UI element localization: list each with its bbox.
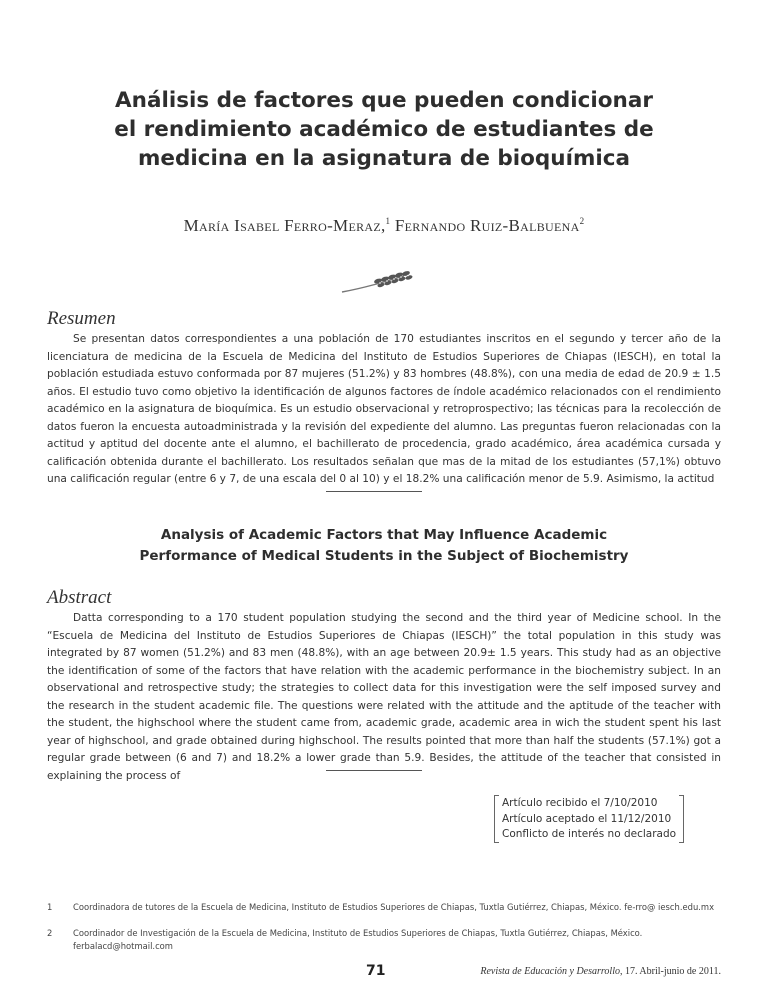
page-number: 71 <box>366 963 386 979</box>
author-name: María Isabel Ferro-Meraz, <box>183 216 386 235</box>
wheat-quill-ornament-icon <box>334 268 434 296</box>
section-divider <box>326 770 422 771</box>
affiliation-mark: 2 <box>579 216 585 226</box>
footnote-text: Coordinadora de tutores de la Escuela de Medicina, Instituto de Estudios Superiores de Chiapas, Tuxtla Gutiérrez, Chiapas, México. fe-rro@ iesch.edu.mx <box>73 902 715 912</box>
footnote <box>47 927 721 953</box>
accepted-date: Artículo aceptado el 11/12/2010 <box>502 812 672 825</box>
resumen-text: Se presentan datos correspondientes a una población de 170 estudiantes inscritos en el segundo y tercer año de la licenciatura de medicina de la Escuela de Medicina del Instituto de Estudios Superiores de Chiapas (IESCH), en total la población estudiada estuvo conformada por 87 mujeres (51.2%) y 83 hombres (48.8%), con una media de edad de 20.9 ± 1.5 años. El estudio tuvo como objetivo la identificación de algunos factores de índole académico relacionados con el rendimiento académico en la asignatura de bioquímica. Es un estudio observacional y retroprospectivo; las técnicas para la recolección de datos fueron la encuesta autoadministrada y la revisión del expediente del alumno. Las preguntas fueron relacionadas con la actitud y aptitud del docente ante el alumno, el bachillerato de procedencia, grado académico, área académica cursada y calificación obtenida durante el bachillerato. Los resultados señalan que mas de la mitad de los estudiantes (57,1%) obtuvo una calificación regular (entre 6 y 7, de una escala del 0 al 10) y el 18.2% una calificación menor de 5.9. Asimismo, la actitud <box>47 333 721 485</box>
footnote-number: 2 <box>47 928 53 938</box>
article-title-line: Análisis de factores que pueden condicionar <box>115 88 653 113</box>
english-title-line: Performance of Medical Students in the Subject of Biochemistry <box>139 548 629 564</box>
journal-issue: , 17. Abril-junio de 2011. <box>619 966 721 977</box>
article-dates <box>502 796 676 843</box>
english-title-line: Analysis of Academic Factors that May Influence Academic <box>160 527 608 543</box>
english-title <box>60 525 708 567</box>
article-title <box>60 86 708 173</box>
author-name: Fernando Ruiz-Balbuena <box>394 216 580 235</box>
left-bracket <box>494 795 499 843</box>
abstract-text: Datta corresponding to a 170 student population studying the second and the third year of Medicine school. In the “Escuela de Medicina del Instituto de Estudios Superiores de Chiapas (IESCH)” the total population in this study was integrated by 87 women (51.2%) and 83 men (48.8%), with an age between 20.9± 1.5 years. This study had as an objective the identification of some of the factors that have relation with the academic performance in the biochemistry subject. In an observational and retrospective study; the strategies to collect data for this investigation were the self imposed survey and the research in the student academic file. The questions were related with the attitude and the aptitude of the teacher with the student, the highschool where the student came from, academic grade, academic area in wich the student spent his last year of highschool, and grade obtained during highschool. The results pointed that more than half the students (57.1%) got a regular grade between (6 and 7) and 18.2% a lower grade than 5.9. Besides, the attitude of the teacher that consisted in explaining the process of <box>47 612 721 782</box>
affiliation-mark: 1 <box>385 216 391 226</box>
article-dates-box <box>494 795 684 843</box>
abstract-heading: Abstract <box>47 587 112 608</box>
journal-citation <box>430 966 721 977</box>
right-bracket <box>679 795 684 843</box>
resumen-heading: Resumen <box>47 308 116 329</box>
article-title-line: medicina en la asignatura de bioquímica <box>137 146 631 171</box>
footnote-number: 1 <box>47 902 53 912</box>
section-divider <box>326 491 422 492</box>
footnote-text: Coordinador de Investigación de la Escuela de Medicina, Instituto de Estudios Superiores de Chiapas, Tuxtla Gutiérrez, Chiapas, México. ferbalacd@hotmail.com <box>73 928 643 951</box>
article-title-line: el rendimiento académico de estudiantes de <box>114 117 654 142</box>
conflict-of-interest: Conflicto de interés no declarado <box>502 828 677 840</box>
author-list <box>60 216 708 236</box>
footnote <box>47 901 721 914</box>
journal-name: Revista de Educación y Desarrollo <box>480 966 620 977</box>
received-date: Artículo recibido el 7/10/2010 <box>502 797 658 809</box>
